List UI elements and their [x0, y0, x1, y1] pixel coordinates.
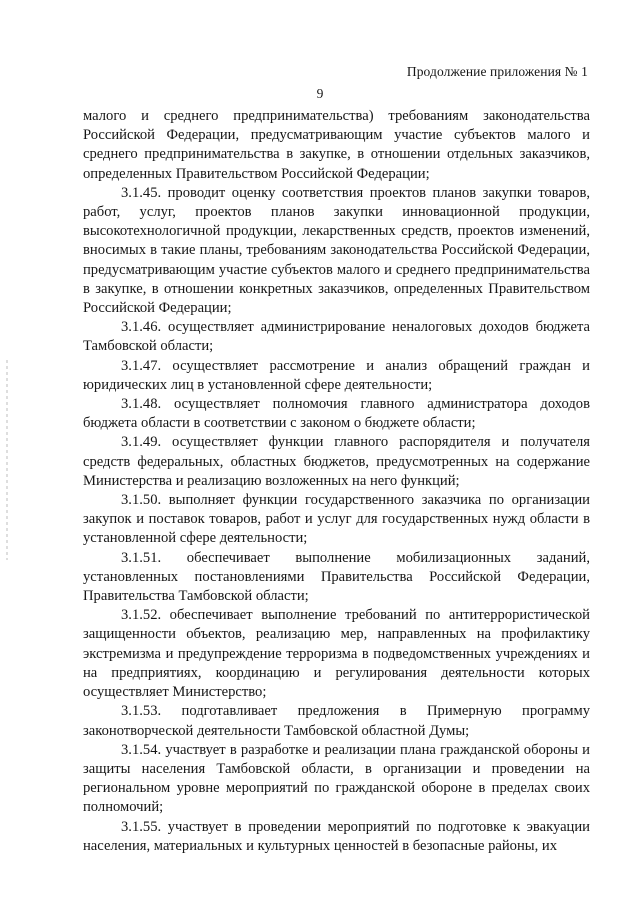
- paragraph-3-1-53: 3.1.53. подготавливает предложения в Примерную программу законотворческой деятельности Тамбовской областной Думы;: [83, 703, 590, 739]
- paragraph-3-1-46: 3.1.46. осуществляет администрирование неналоговых доходов бюджета Тамбовской области;: [83, 319, 590, 355]
- paragraph-continuation: малого и среднего предпринимательства) требованиям законодательства Российской Федерации, предусматривающим участие субъектов малого и среднего предпринимательства в закупке, в отношении отдельных заказчиков, определенных Правительством Российской Федерации;: [83, 108, 590, 182]
- paragraph-3-1-45: 3.1.45. проводит оценку соответствия проектов планов закупки товаров, работ, услуг, проектов планов закупки инновационной продукции, высокотехнологичной продукции, лекарственных средств, проектов изменений, вносимых в такие планы, требованиям законодательства Российской Федерации, предусматривающим участие субъектов малого и среднего предпринимательства в закупке, в отношении конкретных заказчиков, определенных Правительством Российской Федерации;: [83, 184, 590, 317]
- paragraph-3-1-47: 3.1.47. осуществляет рассмотрение и анализ обращений граждан и юридических лиц в установленной сфере деятельности;: [83, 357, 590, 393]
- paragraph-3-1-55: 3.1.55. участвует в проведении мероприятий по подготовке к эвакуации населения, материальных и культурных ценностей в безопасные районы, их: [83, 818, 590, 854]
- scan-edge-mark: [6, 360, 8, 560]
- paragraph-3-1-49: 3.1.49. осуществляет функции главного распорядителя и получателя средств федеральных, областных бюджетов, предусмотренных на содержание Министерства и реализацию возложенных на него функций;: [83, 434, 590, 489]
- paragraph-3-1-48: 3.1.48. осуществляет полномочия главного администратора доходов бюджета области в соответствии с законом о бюджете области;: [83, 396, 590, 432]
- page-number: 9: [316, 86, 324, 101]
- paragraph-3-1-51: 3.1.51. обеспечивает выполнение мобилизационных заданий, установленных постановлениями Правительства Российской Федерации, Правительства Тамбовской области;: [83, 549, 590, 605]
- document-body: [83, 107, 590, 856]
- appendix-continuation-note: Продолжение приложения № 1: [406, 64, 588, 79]
- paragraph-3-1-50: 3.1.50. выполняет функции государственного заказчика по организации закупок и поставок товаров, работ и услуг для государственных нужд области в установленной сфере деятельности;: [83, 492, 590, 547]
- paragraph-3-1-54: 3.1.54. участвует в разработке и реализации плана гражданской обороны и защиты населения Тамбовской области, в организации и проведении на региональном уровне мероприятий по гражданской обороне в пределах своих полномочий;: [83, 741, 590, 816]
- paragraph-3-1-52: 3.1.52. обеспечивает выполнение требований по антитеррористической защищенности объектов, реализацию мер, направленных на профилактику экстремизма и предупреждение терроризма в подведомственных учреждениях и на предприятиях, координацию и регулирования деятельности которых осуществляет Министерство;: [83, 607, 590, 701]
